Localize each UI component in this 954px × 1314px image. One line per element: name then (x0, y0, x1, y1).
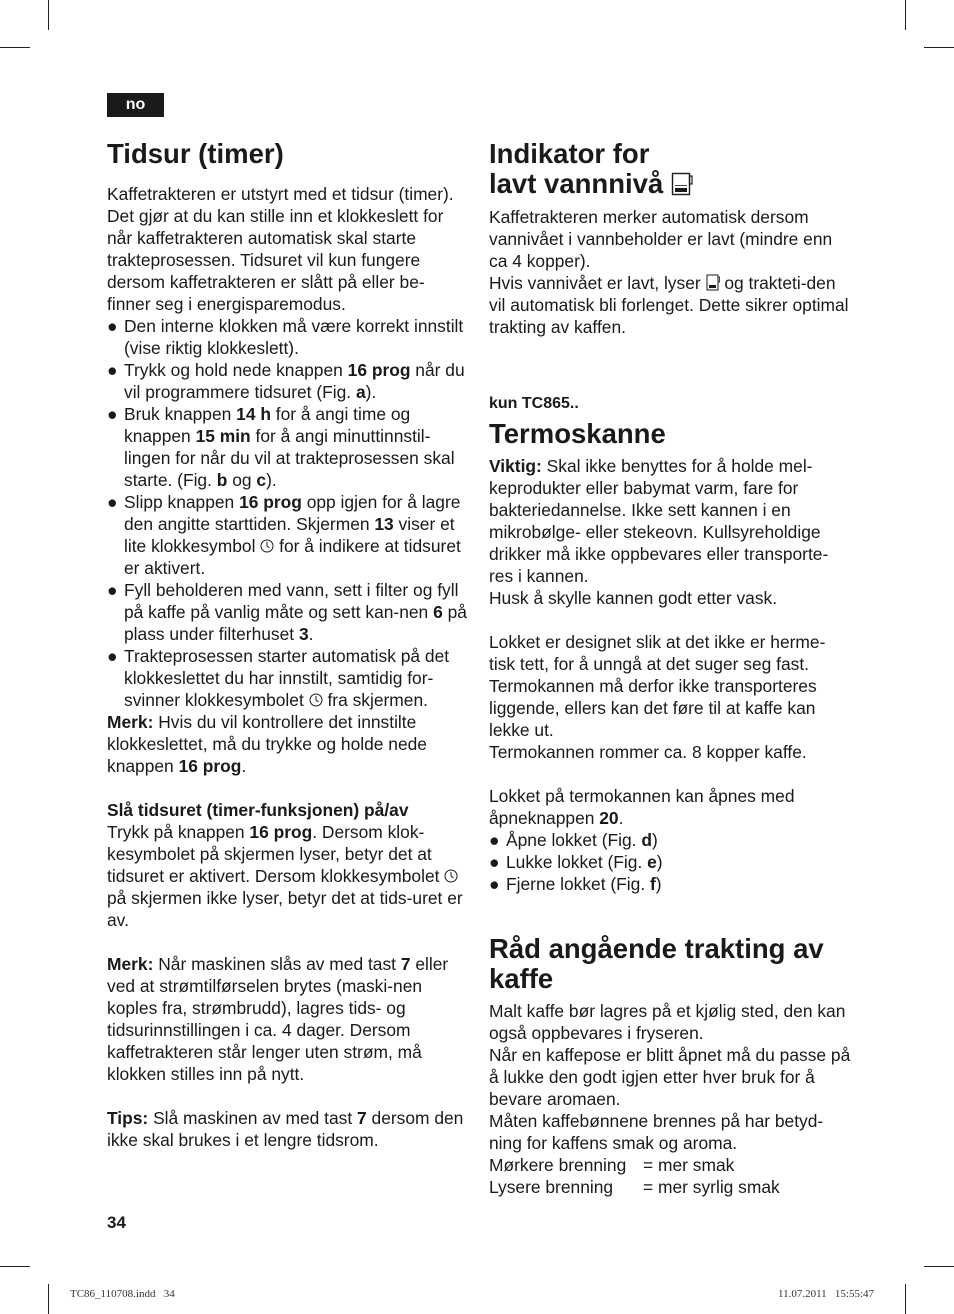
bullet-text: ) (656, 852, 663, 872)
button-ref: 20 (599, 808, 619, 828)
clock-icon (309, 693, 323, 707)
list-item (489, 851, 851, 873)
bullet-text: på plass under filterhuset (124, 602, 467, 644)
bullet-dot: ● (107, 580, 118, 600)
crop-mark (48, 1284, 49, 1314)
timer-intro: Kaffetrakteren er utstyrt med et tidsur (timer). Det gjør at du kan stille inn et klokkeslett for når kaffetrakteren automatisk skal starte trakteprosessen. Tidsuret vil kun fungere dersom kaffetrakteren er slått på eller be-finner seg i energisparemodus. (107, 184, 454, 314)
body-paragraph: Malt kaffe bør lagres på et kjølig sted, den kan også oppbevares i fryseren. (489, 1001, 846, 1043)
body-paragraph: Måten kaffebønnene brennes på har betyd-ning for kaffens smak og aroma. (489, 1111, 824, 1153)
body-text: . Dersom klok-kesymbolet på skjermen lyser, betyr det at tidsuret er aktivert. Dersom klokkesymbolet (107, 822, 445, 886)
crop-mark (48, 0, 49, 30)
bullet-text: ). (365, 382, 377, 402)
button-ref: 7 (357, 1108, 367, 1128)
bullet-dot: ● (107, 360, 118, 380)
fig-ref: a (355, 382, 366, 402)
bullet-dot: ● (489, 874, 500, 894)
list-item (489, 829, 851, 851)
bullet-dot: ● (107, 492, 118, 512)
body-text: Trykk på knappen (107, 822, 250, 842)
body-paragraph: Når en kaffepose er blitt åpnet må du passe på å lukke den godt igjen etter hver bruk for å bevare aromaen. (489, 1045, 851, 1109)
section-title-advice: Råd angående trakting av kaffe (489, 933, 824, 994)
language-badge: no (107, 93, 164, 117)
list-item (489, 873, 851, 895)
note-text: Hvis du vil kontrollere det innstilte klokkeslettet, må du trykke og holde nede knappen (107, 712, 427, 776)
bullet-dot: ● (489, 830, 500, 850)
roast-row (489, 1154, 851, 1176)
list-item (107, 359, 467, 403)
button-ref: 14 h (236, 404, 271, 424)
low-water-paragraph (489, 272, 851, 338)
low-water-tank-icon (706, 274, 720, 291)
roast-value: = mer syrlig smak (643, 1177, 780, 1197)
body-paragraph: Termokannen rommer ca. 8 kopper kaffe. (489, 742, 807, 762)
tips-paragraph (107, 1107, 467, 1151)
button-ref: 16 prog (239, 492, 302, 512)
bullet-dot: ● (107, 646, 118, 666)
bullet-text: og (227, 470, 257, 490)
title-line: Indikator for (489, 138, 650, 169)
crop-mark (924, 47, 954, 48)
bullet-text: Slipp knappen (124, 492, 240, 512)
low-water-tank-icon (671, 172, 693, 196)
body-paragraph (489, 785, 851, 829)
footer-file-info: TC86_110708.indd 34 (70, 1288, 175, 1300)
body-paragraph: Lokket er designet slik at det ikke er herme-tisk tett, for å unngå at det suger seg fast. Termokannen må derfor ikke transporteres liggende, ellers kan det føre til at kaffe kan lekke ut. (489, 632, 826, 740)
clock-icon (444, 869, 458, 883)
warning-text: Skal ikke benyttes for å holde mel-keprodukter eller babymat varm, fare for bakteriedannelse. Ikke sett kannen i en mikrobølge- eller stekeovn. Kullsyreholdige drikker må ikke oppbevares eller transporte-res i kannen. (489, 456, 829, 586)
bullet-text: fra skjermen. (322, 690, 428, 710)
list-item (107, 491, 467, 579)
tips-label: Tips: (107, 1108, 149, 1128)
body-text: . (618, 808, 624, 828)
bullet-text: Lukke lokket (Fig. (506, 852, 648, 872)
roast-label: Mørkere brenning (489, 1155, 627, 1175)
list-item (107, 579, 467, 645)
list-item (107, 403, 467, 491)
section-title-thermos: Termoskanne (489, 418, 666, 449)
crop-mark (0, 1266, 30, 1267)
button-ref: 16 prog (178, 756, 242, 776)
bullet-text: Åpne lokket (Fig. (506, 830, 642, 850)
bullet-dot: ● (107, 316, 118, 336)
body-text: på skjermen ikke lyser, betyr det at tids-uret er av. (107, 888, 463, 930)
bullet-text: viser et lite klokkesymbol (124, 514, 455, 556)
bullet-text: Bruk knappen (124, 404, 237, 424)
fig-ref: e (647, 852, 657, 872)
bullet-text: når du vil programmere tidsuret (Fig. (124, 360, 465, 402)
button-ref: 16 prog (249, 822, 313, 842)
crop-mark (924, 1266, 954, 1267)
tips-text: dersom den ikke skal brukes i et lengre tidsrom. (107, 1108, 464, 1150)
body-text: Hvis vannivået er lavt, lyser (489, 273, 706, 293)
button-ref: 16 prog (347, 360, 411, 380)
subheading-timer-on-off: Slå tidsuret (timer-funksjonen) på/av (107, 800, 409, 820)
bullet-text: Trakteprosessen starter automatisk på det klokkeslettet du har innstilt, samtidig for-svinner klokkesymbolet (124, 646, 450, 710)
low-water-paragraph: Kaffetrakteren merker automatisk dersom vannivået i vannbeholder er lavt (mindre enn ca 4 kopper). (489, 207, 833, 271)
crop-mark (905, 1284, 906, 1314)
clock-icon (260, 539, 274, 553)
body-text: og trakteti-den vil automatisk bli forlenget. Dette sikrer optimal trakting av kaffen. (489, 273, 849, 337)
bullet-dot: ● (489, 852, 500, 872)
bullet-text: ). (266, 470, 277, 490)
bullet-text: . (308, 624, 314, 644)
bullet-text: for å angi time og knappen (124, 404, 411, 446)
body-paragraph: Husk å skylle kannen godt etter vask. (489, 588, 778, 608)
model-label: kun TC865.. (489, 395, 579, 412)
roast-value: = mer smak (643, 1155, 735, 1175)
right-column (489, 139, 851, 1198)
roast-row (489, 1176, 851, 1198)
note-paragraph (107, 711, 467, 777)
note-label: Merk: (107, 712, 154, 732)
body-text: Lokket på termokannen kan åpnes med åpneknappen (489, 786, 795, 828)
roast-label: Lysere brenning (489, 1177, 614, 1197)
part-ref: 13 (374, 514, 394, 534)
bullet-dot: ● (107, 404, 118, 424)
left-column (107, 139, 467, 1151)
bullet-text: for å indikere at tidsuret er aktivert. (124, 536, 461, 578)
note-paragraph (107, 953, 467, 1085)
bullet-text: Den interne klokken må være korrekt innstilt (vise riktig klokkeslett). (124, 316, 464, 358)
list-item (107, 315, 467, 359)
page-number: 34 (107, 1213, 126, 1232)
bullet-text: for å angi minuttinnstil-lingen for når du vil at trakteprosessen skal starte. (Fig. (124, 426, 455, 490)
list-item (107, 645, 467, 711)
crop-mark (0, 47, 30, 48)
button-ref: 7 (400, 954, 411, 974)
crop-mark (905, 0, 906, 30)
bullet-text: Fjerne lokket (Fig. (506, 874, 650, 894)
part-ref: 3 (298, 624, 309, 644)
timer-on-off-paragraph (107, 821, 467, 931)
title-line: lavt vannnivå (489, 168, 664, 199)
fig-ref: d (641, 830, 652, 850)
footer-timestamp: 11.07.2011 15:55:47 (778, 1288, 875, 1300)
warning-label: Viktig: (489, 456, 542, 476)
bullet-text: Fyll beholderen med vann, sett i filter og fyll på kaffe på vanlig måte og sett kan-nen (124, 580, 459, 622)
note-label: Merk: (107, 954, 154, 974)
section-title-timer: Tidsur (timer) (107, 138, 284, 169)
fig-ref: b (216, 470, 228, 490)
note-text: . (241, 756, 247, 776)
section-title-low-water (489, 139, 851, 199)
part-ref: 6 (433, 602, 443, 622)
fig-ref: c (256, 470, 267, 490)
bullet-text: Trykk og hold nede knappen (124, 360, 348, 380)
warning-paragraph (489, 455, 851, 587)
bullet-text: opp igjen for å lagre den angitte starttiden. Skjermen (124, 492, 461, 534)
bullet-text: ) (655, 874, 662, 894)
note-text: Når maskinen slås av med tast (153, 954, 401, 974)
tips-text: Slå maskinen av med tast (148, 1108, 358, 1128)
button-ref: 15 min (195, 426, 251, 446)
note-text: eller ved at strømtilførselen brytes (maski-nen koples fra, strømbrudd), lagres tids- og tidsurinnstillingen i ca. 4 dager. Dersom kaffetrakteren står lenger uten strøm, må klokken stilles inn på nytt. (107, 954, 449, 1084)
bullet-text: ) (651, 830, 658, 850)
fig-ref: f (650, 874, 656, 894)
